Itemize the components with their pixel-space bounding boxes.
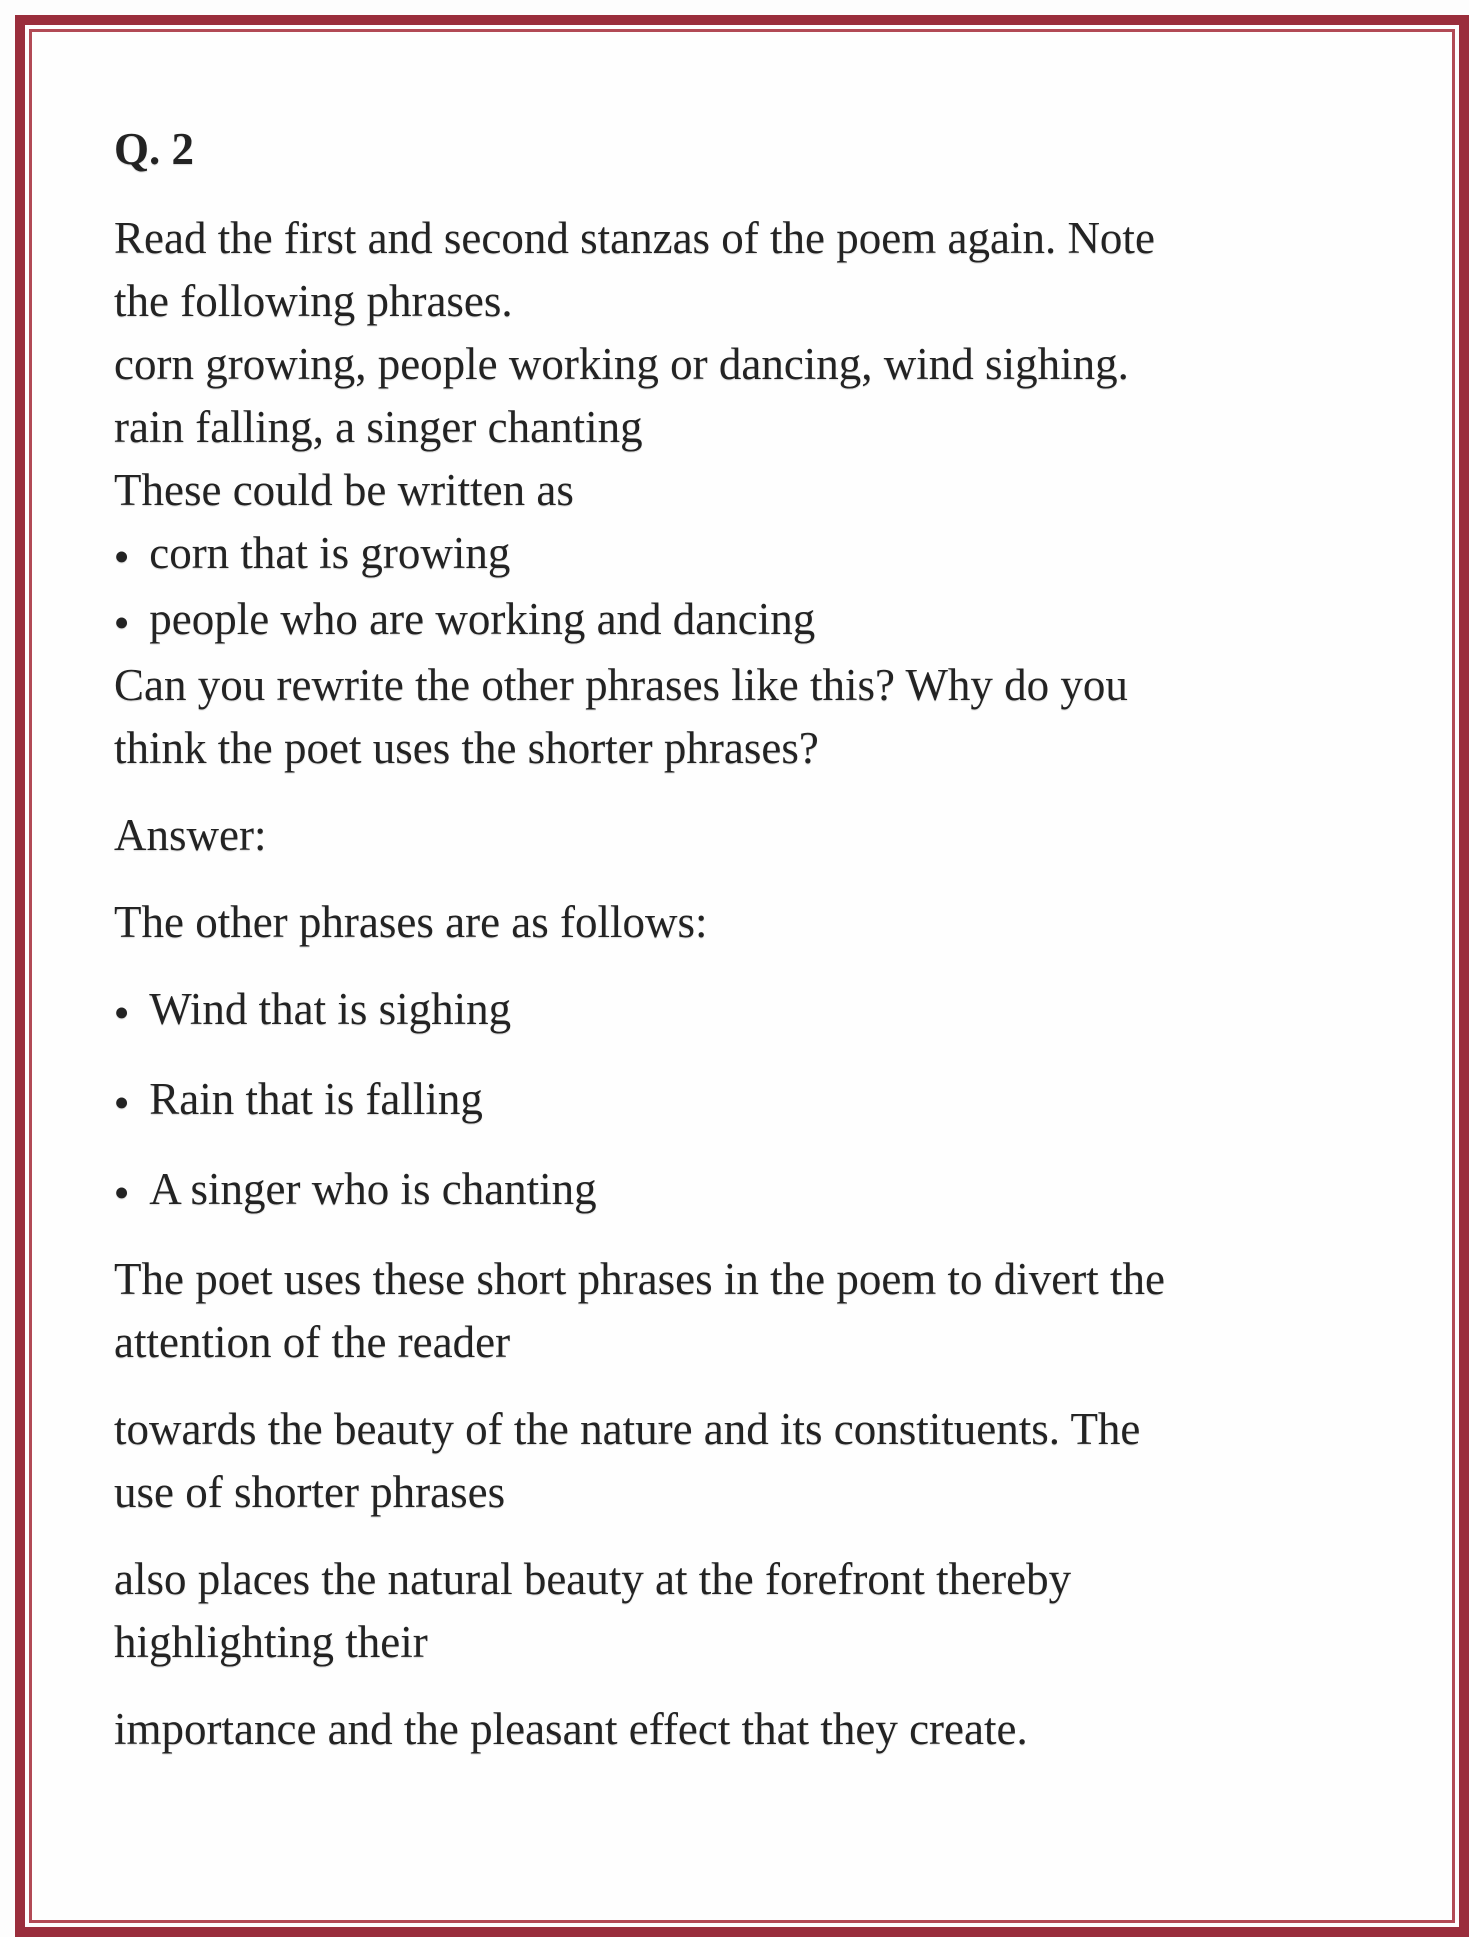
answer-text-line: also places the natural beauty at the forefront thereby	[114, 1554, 1072, 1604]
answer-text-line: The poet uses these short phrases in the poem to divert the	[114, 1254, 1165, 1304]
bullet-text: Wind that is sighing	[149, 984, 512, 1034]
question-text-line: the following phrases.	[114, 276, 513, 326]
question-text-line: corn growing, people working or dancing, wind sighing.	[114, 339, 1129, 389]
answer-paragraph	[114, 1698, 1402, 1761]
page-inner-border	[29, 29, 1455, 1923]
page-content	[32, 32, 1452, 1920]
answer-text-line: use of shorter phrases	[114, 1467, 506, 1517]
answer-paragraph	[114, 1548, 1402, 1674]
page-outer-border	[15, 15, 1469, 1937]
bullet-item	[114, 1068, 1402, 1134]
bullet-text: people who are working and dancing	[149, 594, 816, 644]
answer-label: Answer:	[114, 810, 267, 860]
bullet-text: Rain that is falling	[149, 1074, 483, 1124]
answer-intro: The other phrases are as follows:	[114, 897, 708, 947]
bullet-icon: ●	[114, 999, 130, 1026]
answer-text-line: towards the beauty of the nature and its constituents. The	[114, 1404, 1141, 1454]
bullet-text: corn that is growing	[149, 528, 511, 578]
bullet-text: A singer who is chanting	[149, 1164, 597, 1214]
bullet-item	[114, 1158, 1402, 1224]
answer-paragraph	[114, 1398, 1402, 1524]
bullet-item	[114, 978, 1402, 1044]
bullet-icon: ●	[114, 1179, 130, 1206]
bullet-icon: ●	[114, 1089, 130, 1116]
bullet-icon: ●	[114, 543, 130, 570]
question-text-line: rain falling, a singer chanting	[114, 402, 643, 452]
question-text-line: Read the first and second stanzas of the poem again. Note	[114, 213, 1155, 263]
question-text-line: think the poet uses the shorter phrases?	[114, 723, 819, 773]
question-text-line: Can you rewrite the other phrases like this? Why do you	[114, 660, 1128, 710]
answer-paragraph	[114, 1248, 1402, 1374]
question-number: Q. 2	[114, 124, 195, 174]
question-block	[114, 207, 1402, 780]
answer-text-line: importance and the pleasant effect that they create.	[114, 1704, 1028, 1754]
bullet-item	[114, 588, 1402, 654]
bullet-item	[114, 522, 1402, 588]
bullet-icon: ●	[114, 609, 130, 636]
answer-text-line: attention of the reader	[114, 1317, 511, 1367]
question-text-line: These could be written as	[114, 465, 574, 515]
answer-text-line: highlighting their	[114, 1617, 428, 1667]
